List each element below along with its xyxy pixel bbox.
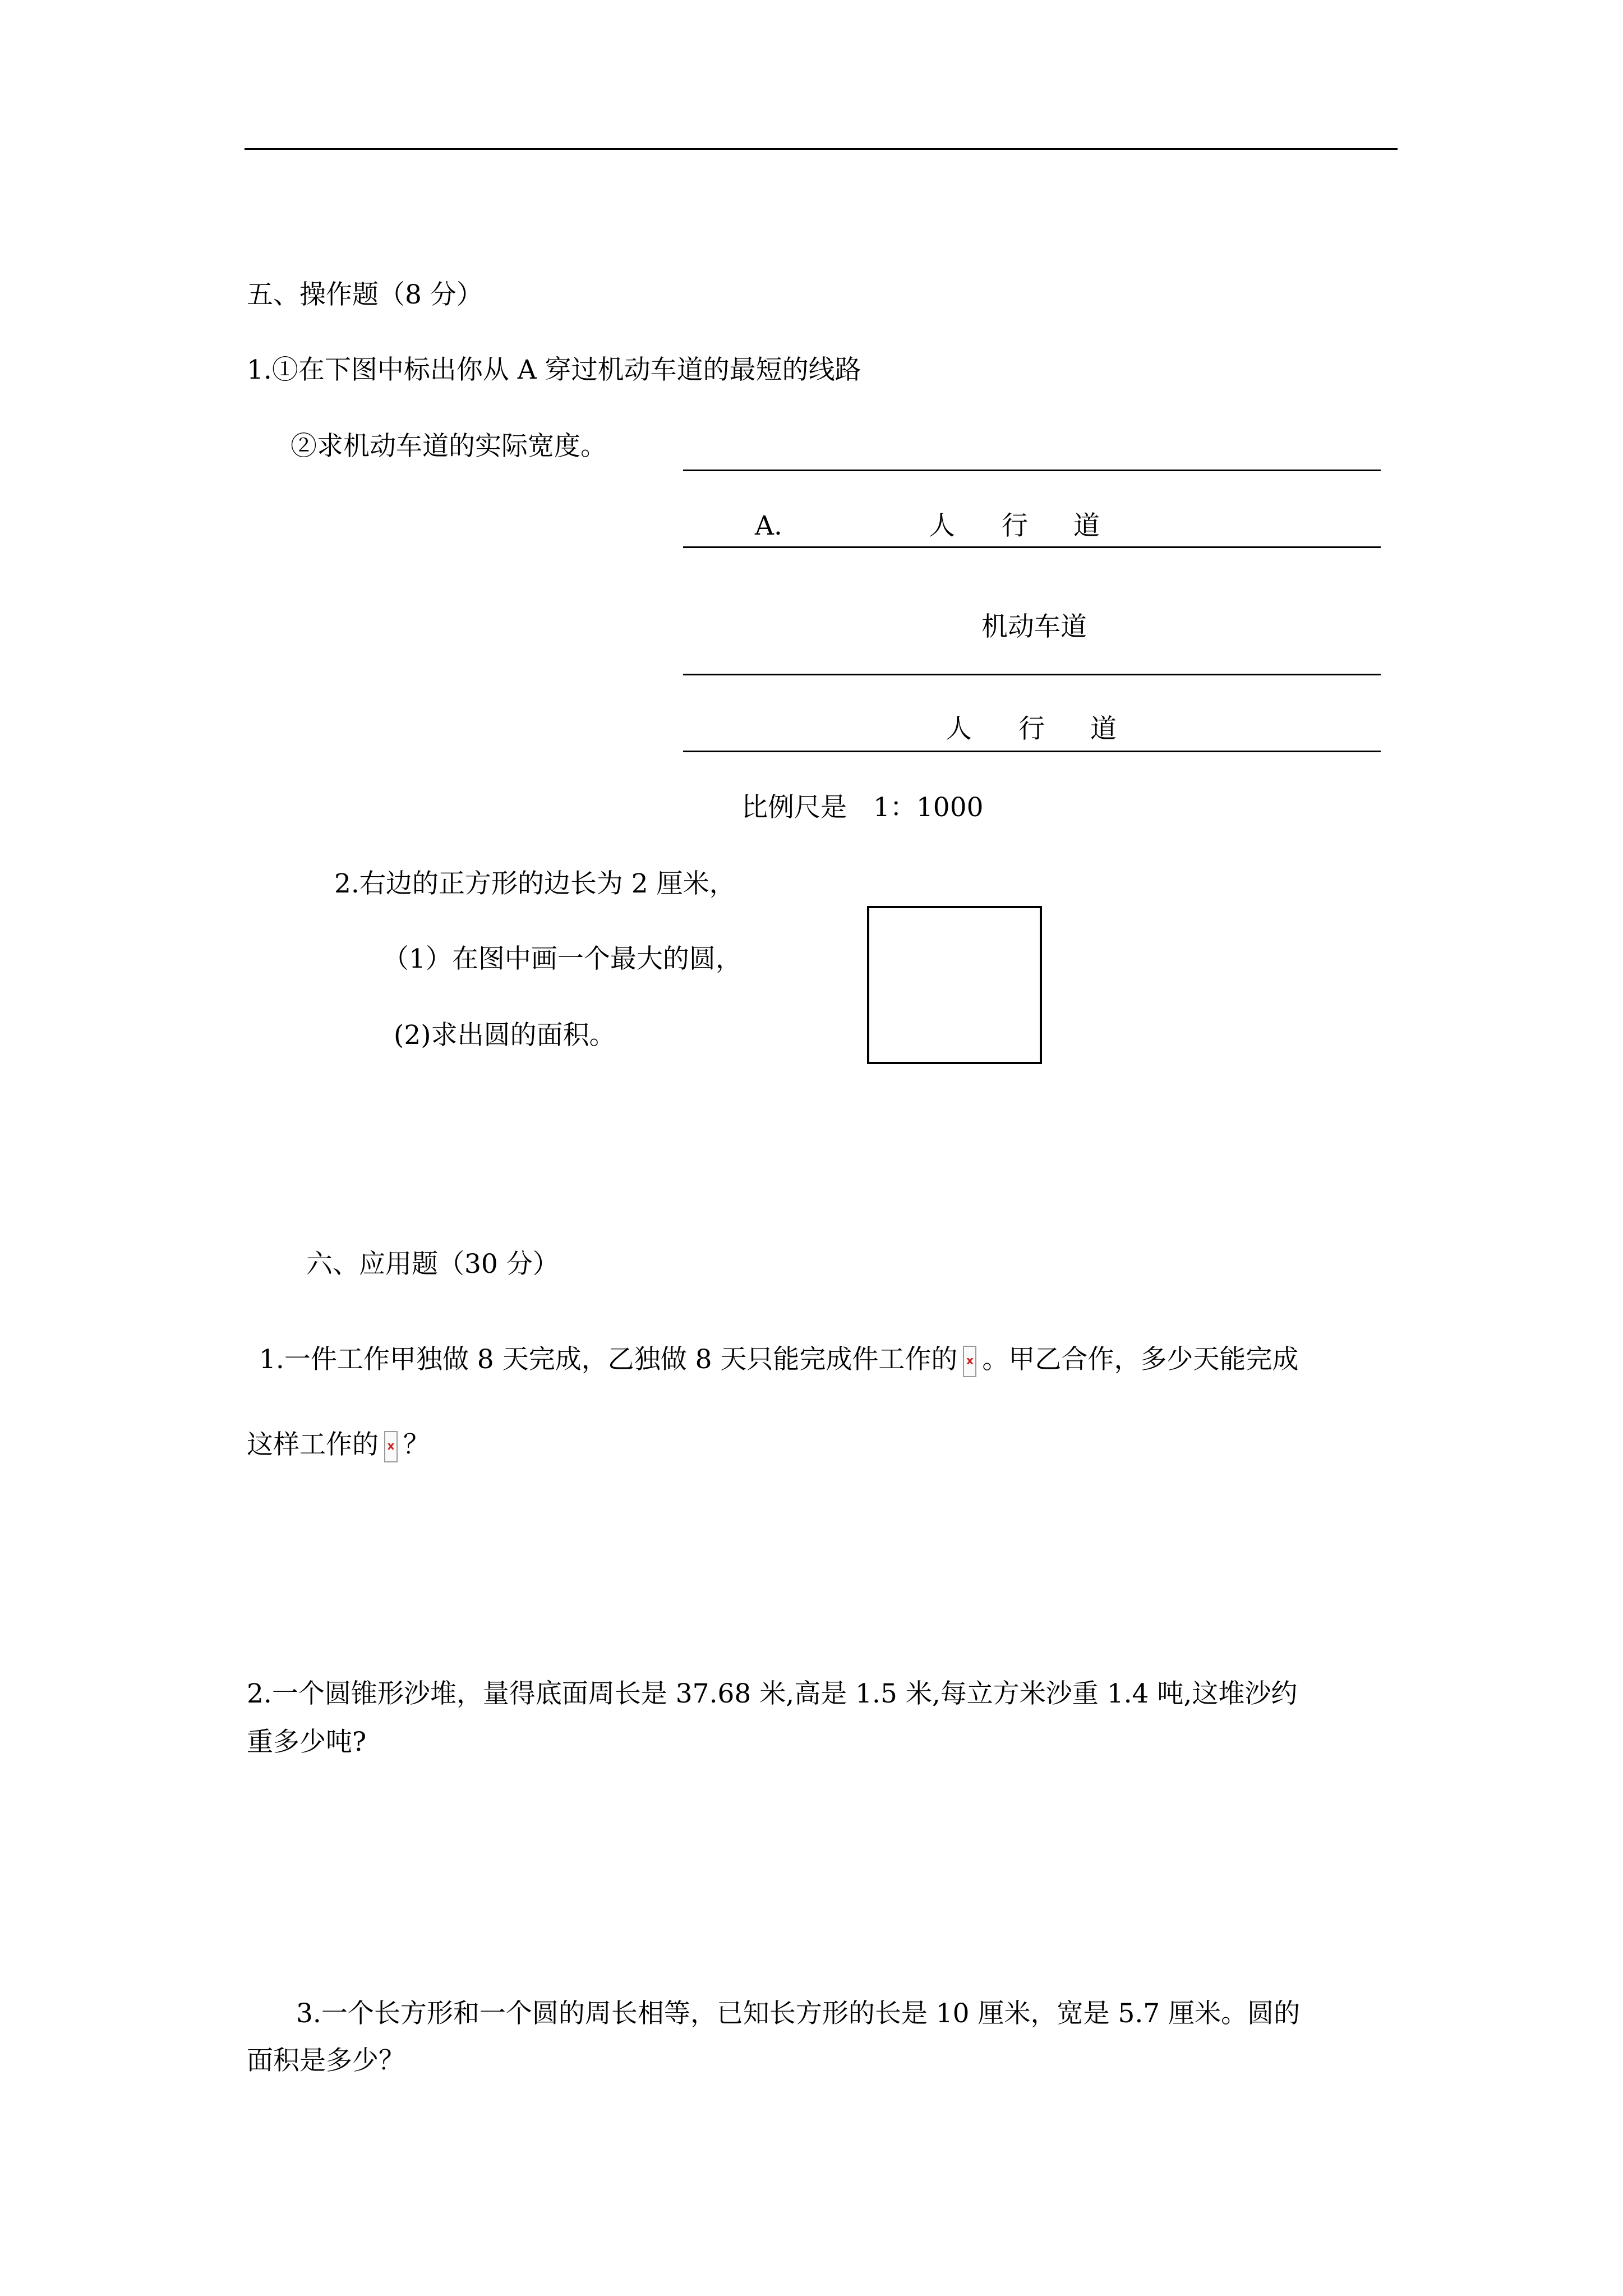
- header-rule: [245, 148, 1398, 150]
- sidewalk-top-edge: [683, 470, 1381, 471]
- question-2-line-1: 2.右边的正方形的边长为 2 厘米，: [334, 868, 736, 899]
- aq1-text-c: 这样工作的: [247, 1429, 379, 1460]
- broken-image-icon: x: [384, 1431, 398, 1462]
- bottom-sidewalk-char-1: 人: [946, 714, 972, 744]
- motor-lane-label: 机动车道: [981, 611, 1087, 642]
- aq1-text-d: ？: [403, 1429, 430, 1460]
- broken-image-icon: x: [963, 1346, 976, 1377]
- application-question-1-line-2: [247, 1428, 430, 1462]
- application-question-2-line-1: 2.一个圆锥形沙堆，量得底面周长是 37.68 米,高是 1.5 米,每立方米沙重 1.4 吨,这堆沙约: [247, 1678, 1298, 1709]
- application-question-3-line-1: 3.一个长方形和一个圆的周长相等，已知长方形的长是 10 厘米，宽是 5.7 厘米。圆的: [296, 1998, 1301, 2029]
- question-1-line-1: 1.①在下图中标出你从 A 穿过机动车道的最短的线路: [247, 355, 861, 385]
- bottom-sidewalk-char-2: 行: [1018, 714, 1045, 744]
- question-1-line-2: ②求机动车道的实际宽度。: [291, 431, 607, 462]
- bottom-sidewalk-char-3: 道: [1090, 714, 1117, 744]
- section-six-title: 六、应用题（30 分）: [306, 1249, 559, 1280]
- application-question-3-line-2: 面积是多少？: [247, 2045, 405, 2076]
- section-five-title: 五、操作题（8 分）: [247, 279, 483, 310]
- point-a-label: A.: [755, 510, 782, 541]
- scale-label: 比例尺是 1：1000: [741, 792, 984, 823]
- top-sidewalk-char-3: 道: [1073, 510, 1100, 541]
- aq1-text-a: 1.一件工作甲独做 8 天完成，乙独做 8 天只能完成件工作的: [259, 1344, 958, 1375]
- sidewalk-bottom-edge: [683, 751, 1381, 752]
- square-figure: [867, 906, 1042, 1064]
- question-2-part-1: （1）在图中画一个最大的圆，: [382, 944, 742, 974]
- application-question-2-line-2: 重多少吨?: [247, 1727, 367, 1757]
- question-2-part-2: (2)求出圆的面积。: [394, 1020, 616, 1051]
- top-sidewalk-char-2: 行: [1002, 510, 1028, 541]
- application-question-1-line-1: [259, 1343, 1298, 1377]
- aq1-text-b: 。甲乙合作，多少天能完成: [982, 1344, 1299, 1375]
- motor-lane-bottom-edge: [683, 674, 1381, 675]
- top-sidewalk-char-1: 人: [929, 510, 955, 541]
- motor-lane-top-edge: [683, 546, 1381, 548]
